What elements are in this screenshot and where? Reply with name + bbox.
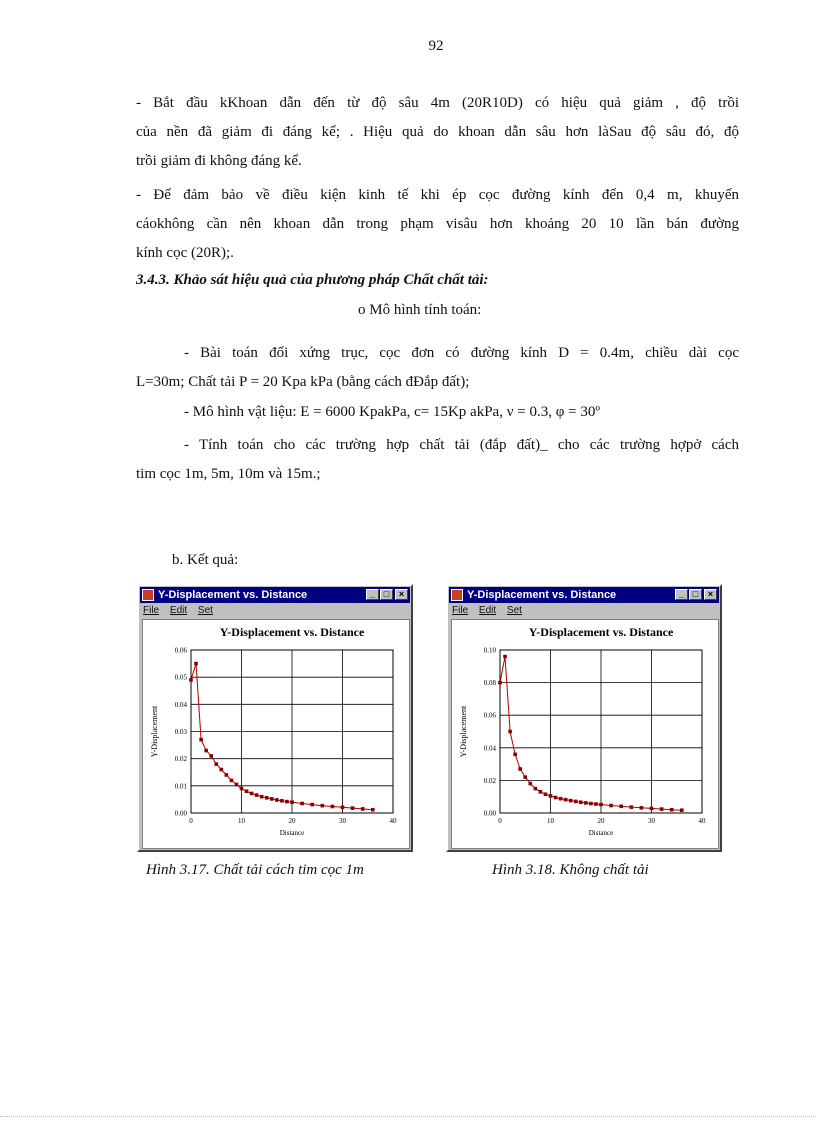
data-point [371, 808, 375, 812]
menu-file[interactable]: File [143, 605, 160, 616]
data-point [214, 762, 218, 766]
data-point [260, 795, 264, 799]
paragraph-recommendation [136, 181, 739, 268]
data-point [569, 799, 573, 803]
text-line: - Bắt đầu kKhoan dẫn đến từ độ sâu 4m (20R10D) có hiệu quả giảm , độ trồi [136, 95, 739, 111]
data-point [265, 796, 269, 800]
data-point [270, 797, 274, 801]
x-tick-label: 40 [389, 817, 397, 825]
x-tick-label: 40 [698, 817, 706, 825]
data-point [240, 787, 244, 791]
line-chart [452, 620, 718, 848]
chart-title: Y-Displacement vs. Distance [528, 625, 674, 639]
paragraph-problem [136, 339, 739, 397]
menu-file[interactable]: File [452, 605, 469, 616]
window-title: Y-Displacement vs. Distance [158, 589, 308, 601]
text-line: cáokhông cần nên khoan dẫn trong phạm visâu hơn khoảng 20 10 lần bán đường [136, 216, 739, 232]
data-point [559, 797, 563, 801]
line-chart [143, 620, 409, 848]
data-point [599, 803, 603, 807]
data-point [650, 807, 654, 811]
data-point [660, 807, 664, 811]
figure-caption-1: Hình 3.17. Chất tải cách tim cọc 1m [146, 862, 364, 878]
paragraph-material [184, 398, 704, 427]
data-point [331, 805, 335, 809]
text-line: trồi giảm đi không đáng kể. [136, 153, 302, 169]
data-point [498, 681, 502, 685]
data-point [609, 804, 613, 808]
text-line: kính cọc (20R);. [136, 245, 234, 261]
data-point [361, 807, 365, 811]
menu-bar [139, 604, 411, 618]
y-tick-label: 0.02 [483, 776, 496, 785]
data-point [321, 804, 325, 808]
menu-set[interactable]: Set [506, 605, 522, 616]
data-point [310, 803, 314, 807]
x-tick-label: 20 [288, 817, 296, 825]
plot-area [451, 619, 719, 849]
data-point [230, 779, 234, 783]
chart-window-1 [137, 584, 413, 852]
data-point [250, 792, 254, 796]
bullet-model: o Mô hình tính toán: [358, 302, 482, 318]
data-point [275, 798, 279, 802]
data-point [670, 808, 674, 812]
menu-set[interactable]: Set [197, 605, 213, 616]
section-heading: 3.4.3. Khảo sát hiệu quả của phương pháp Chất chất tải: [136, 272, 489, 288]
window-titlebar[interactable] [140, 587, 410, 603]
data-point [300, 802, 304, 806]
data-point [194, 662, 198, 666]
text-line: - Tính toán cho các trường hợp chất tải (đắp đất)_ cho các trường hợpở cách [184, 437, 739, 453]
data-point [523, 775, 527, 779]
chart-title: Y-Displacement vs. Distance [219, 625, 365, 639]
text-line: tim cọc 1m, 5m, 10m và 15m.; [136, 466, 321, 482]
data-point [518, 767, 522, 771]
data-point [235, 783, 239, 787]
data-point [584, 801, 588, 805]
x-tick-label: 10 [238, 817, 245, 825]
maximize-button[interactable]: □ [689, 589, 702, 600]
data-point [594, 802, 598, 806]
paragraph-cases [136, 431, 739, 489]
data-point [225, 773, 229, 777]
data-point [564, 798, 568, 802]
data-point [290, 800, 294, 804]
page-number: 92 [428, 38, 444, 54]
close-button[interactable]: × [704, 589, 717, 600]
data-point [619, 805, 623, 809]
y-axis-label: Y-Displacement [459, 705, 468, 758]
window-title: Y-Displacement vs. Distance [467, 589, 617, 601]
data-point [640, 806, 644, 810]
x-tick-label: 0 [189, 817, 193, 825]
menu-edit[interactable]: Edit [169, 605, 188, 616]
data-point [351, 806, 355, 810]
window-titlebar[interactable] [449, 587, 719, 603]
data-point [508, 730, 512, 734]
paragraph-drilling-effect [136, 89, 739, 176]
data-point [513, 753, 517, 757]
data-point [285, 800, 289, 804]
text-line: - Bài toán đối xứng trục, cọc đơn có đường kính D = 0.4m, chiều dài cọc [184, 345, 739, 361]
data-point [255, 793, 259, 797]
app-icon [142, 589, 154, 601]
y-tick-label: 0.02 [174, 755, 187, 764]
menu-bar [448, 604, 720, 618]
data-point [549, 794, 553, 798]
data-point [589, 802, 593, 806]
chart-window-2 [446, 584, 722, 852]
x-tick-label: 20 [597, 817, 605, 825]
data-point [220, 768, 224, 772]
plot-area [142, 619, 410, 849]
x-axis-label: Distance [279, 829, 305, 837]
y-tick-label: 0.00 [483, 809, 496, 818]
minimize-button[interactable]: _ [366, 589, 379, 600]
data-point [574, 800, 578, 804]
data-point [341, 805, 345, 809]
text-line: - Mô hình vật liệu: E = 6000 KpakPa, c= 15Kp akPa, ν = 0.3, φ = 30º [184, 404, 600, 420]
y-axis-label: Y-Displacement [150, 705, 159, 758]
data-point [529, 782, 533, 786]
close-button[interactable]: × [395, 589, 408, 600]
data-point [554, 796, 558, 800]
y-tick-label: 0.04 [483, 744, 496, 753]
x-tick-label: 30 [648, 817, 655, 825]
data-point [579, 800, 583, 804]
maximize-button[interactable]: □ [380, 589, 393, 600]
x-tick-label: 10 [547, 817, 554, 825]
y-tick-label: 0.00 [174, 809, 187, 818]
data-point [280, 799, 284, 803]
data-point [630, 805, 634, 809]
app-icon [451, 589, 463, 601]
results-label: b. Kết quả: [172, 552, 239, 568]
text-line: L=30m; Chất tải P = 20 Kpa kPa (bằng cách đĐắp đất); [136, 374, 470, 390]
data-point [539, 790, 543, 794]
y-tick-label: 0.10 [483, 646, 496, 655]
data-point [199, 738, 203, 742]
data-point [680, 808, 684, 812]
y-tick-label: 0.08 [483, 679, 496, 688]
menu-edit[interactable]: Edit [478, 605, 497, 616]
x-axis-label: Distance [588, 829, 614, 837]
data-point [503, 655, 507, 659]
text-line: của nền đã giảm đi đáng kể; . Hiệu quả do khoan dẫn sâu hơn làSau độ sâu đó, độ [136, 124, 739, 140]
data-point [209, 754, 213, 758]
y-tick-label: 0.06 [483, 711, 496, 720]
x-tick-label: 0 [498, 817, 502, 825]
y-tick-label: 0.03 [174, 728, 187, 736]
data-point [204, 749, 208, 753]
y-tick-label: 0.06 [174, 646, 187, 655]
data-point [189, 678, 193, 682]
x-tick-label: 30 [339, 817, 346, 825]
figure-caption-2: Hình 3.18. Không chất tải [492, 862, 649, 878]
data-point [245, 789, 249, 793]
text-line: - Để đảm bảo về điều kiện kinh tế khi ép cọc đường kính đến 0,4 m, khuyến [136, 187, 739, 203]
data-point [544, 792, 548, 796]
minimize-button[interactable]: _ [675, 589, 688, 600]
page-footer-divider [0, 1116, 816, 1117]
y-tick-label: 0.01 [174, 782, 187, 791]
y-tick-label: 0.05 [174, 673, 187, 682]
y-tick-label: 0.04 [174, 700, 187, 709]
data-point [534, 787, 538, 791]
